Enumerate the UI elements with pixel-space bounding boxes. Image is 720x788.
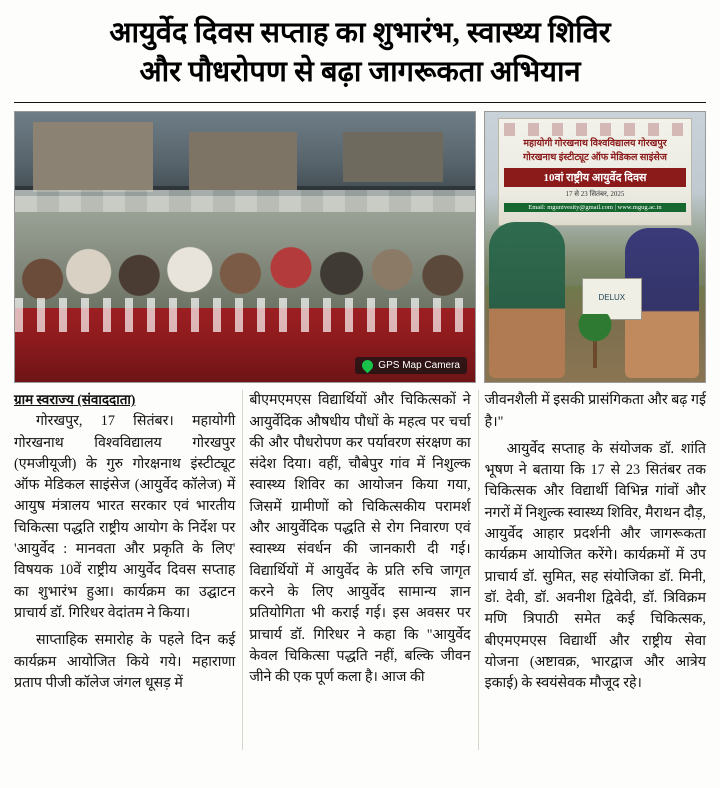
- photo-signboard: DELUX: [582, 278, 642, 320]
- photo-crowd: [15, 212, 475, 308]
- headline-divider: [14, 102, 706, 103]
- banner-date: 17 से 23 सितंबर, 2025: [565, 190, 625, 199]
- article-column-2: [249, 390, 470, 750]
- headline-line-1: आयुर्वेद दिवस सप्ताह का शुभारंभ, स्वास्थ्य शिविर: [109, 17, 611, 49]
- event-banner: [498, 118, 692, 226]
- health-camp-photo: [14, 111, 476, 383]
- page-title: [14, 10, 706, 98]
- byline: ग्राम स्वराज्य (संवाददाता): [14, 392, 136, 408]
- article-body: [14, 390, 706, 750]
- photo-row: [14, 111, 706, 381]
- banner-line-1: महायोगी गोरखनाथ विश्वविद्यालय गोरखपुर: [523, 139, 667, 150]
- article-column-1: [14, 390, 235, 750]
- banner-web: Email: mgunivesity@gmail.com | www.mgug.ac.in: [504, 203, 686, 212]
- photo-sapling: [578, 314, 612, 368]
- photo-building: [33, 122, 153, 192]
- paragraph: साप्ताहिक समारोह के पहले दिन कई कार्यक्रम आयोजित किये गये। महाराणा प्रताप पीजी कॉलेज जंगल धूसड़ में: [14, 632, 236, 691]
- gps-map-camera-watermark: [355, 357, 467, 374]
- plantation-photo: [484, 111, 706, 383]
- banner-logos-icon: [504, 123, 686, 136]
- paragraph: आयुर्वेद सप्ताह के संयोजक डॉ. शांति भूषण ने बताया कि 17 से 23 सितंबर तक चिकित्सक और विद्यार्थी विभिन्न गांवों और नगरों में निशुल्क स्वास्थ्य शिविर, मैराथन दौड़, आयुर्वेद आहार प्रदर्शनी और जागरूकता कार्यक्रम आयोजित करेंगे। कार्यक्रमों में उप प्राचार्य डॉ. सुमित, सह संयोजिका डॉ. मिनी, डॉ. देवी, डॉ. अवनीश द्विवेदी, डॉ. त्रिविक्रम मणि त्रिपाठी समेत कई चिकित्सक, बीएमएमएस विद्यार्थी और राष्ट्रीय सेवा योजना (अष्टावक्र, भारद्वाज और आत्रेय इकाई) के स्वयंसेवक मौजूद रहे।: [484, 440, 706, 692]
- watermark-label: GPS Map Camera: [378, 360, 460, 372]
- paragraph: गोरखपुर, 17 सितंबर। महायोगी गोरखनाथ विश्वविद्यालय गोरखपुर (एमजीयूजी) के गुरु गोरक्षनाथ इंस्टीट्यूट ऑफ मेडिकल साइंसेज (आयुर्वेद कॉलेज) में आयुष मंत्रालय भारत सरकार एवं भारतीय चिकित्सा पद्धति राष्ट्रीय आयोग के निर्देश पर 'आयुर्वेद : मानवता और प्रकृति के लिए' विषयक 10वें राष्ट्रीय आयुर्वेद दिवस सप्ताह का शुभारंभ हुआ। कार्यक्रम का उद्घाटन प्राचार्य डॉ. गिरिधर वेदांतम ने किया।: [14, 413, 236, 621]
- map-pin-icon: [360, 358, 376, 374]
- banner-line-2: गोरखनाथ इंस्टीट्यूट ऑफ मेडिकल साइंसेज: [523, 153, 667, 164]
- photo-person-left: [489, 222, 565, 378]
- banner-highlight: 10वां राष्ट्रीय आयुर्वेद दिवस: [504, 168, 686, 187]
- paragraph: जीवनशैली में इसकी प्रासंगिकता और बढ़ गई है।": [484, 392, 706, 430]
- paragraph: बीएमएमएस विद्यार्थियों और चिकित्सकों ने आयुर्वेदिक औषधीय पौधों के महत्व पर चर्चा की और पौधरोपण कर पर्यावरण संरक्षण का संदेश दिया। वहीं, चौबेपुर गांव में निशुल्क स्वास्थ्य शिविर का आयोजन किया गया, जिसमें ग्रामीणों को चिकित्सकीय परामर्श और आयुर्वेदिक पद्धति से रोग निवारण एवं स्वास्थ्य संवर्धन की जानकारी दी गई। विद्यार्थियों में आयुर्वेद के प्रति रुचि जागृत करने के लिए आयुर्वेद सामान्य ज्ञान प्रतियोगिता भी कराई गई। इस अवसर पर प्राचार्य डॉ. गिरिधर ने कहा कि "आयुर्वेद केवल चिकित्सा पद्धति नहीं, बल्कि जीवन जीने की एक पूर्ण कला है। आज की: [249, 392, 471, 686]
- article-column-3: [485, 390, 706, 750]
- photo-medicine-bottles: [15, 298, 475, 332]
- headline-line-2: और पौधरोपण से बढ़ा जागरूकता अभियान: [139, 56, 581, 89]
